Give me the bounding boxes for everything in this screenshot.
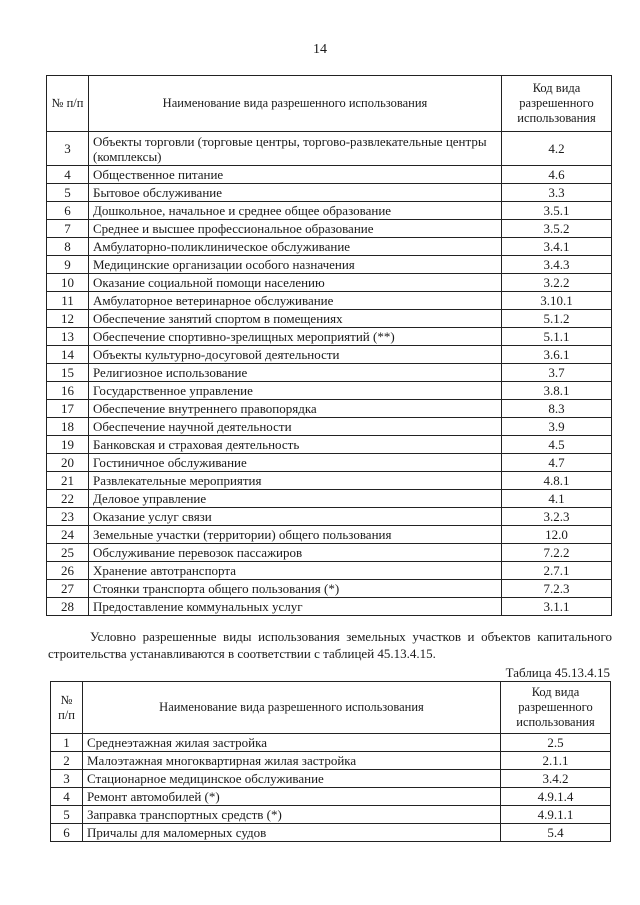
table-row [47,418,612,436]
row-num: 22 [47,490,89,508]
row-code: 4.6 [502,166,612,184]
row-name: Медицинские организации особого назначения [89,256,502,274]
row-code: 5.1.1 [502,328,612,346]
row-name: Причалы для маломерных судов [83,824,501,842]
row-code: 3.2.2 [502,274,612,292]
page-number: 14 [313,42,327,57]
row-name: Ремонт автомобилей (*) [83,788,501,806]
row-code: 3.4.3 [502,256,612,274]
row-name: Предоставление коммунальных услуг [89,598,502,616]
row-num: 28 [47,598,89,616]
row-name: Амбулаторно-поликлиническое обслуживание [89,238,502,256]
row-num: 10 [47,274,89,292]
row-name: Деловое управление [89,490,502,508]
table-row [47,274,612,292]
permitted-use-table-body [47,132,612,616]
row-num: 26 [47,562,89,580]
row-name: Государственное управление [89,382,502,400]
row-num: 16 [47,382,89,400]
table-row [47,166,612,184]
table-row [47,310,612,328]
row-num: 2 [51,752,83,770]
row-name: Оказание услуг связи [89,508,502,526]
table-row [51,752,611,770]
table-row [47,220,612,238]
row-name: Амбулаторное ветеринарное обслуживание [89,292,502,310]
table-row [47,364,612,382]
row-name: Обеспечение занятий спортом в помещениях [89,310,502,328]
row-name: Гостиничное обслуживание [89,454,502,472]
row-num: 17 [47,400,89,418]
row-code: 2.1.1 [501,752,611,770]
row-num: 13 [47,328,89,346]
row-num: 20 [47,454,89,472]
row-num: 5 [47,184,89,202]
row-num: 6 [51,824,83,842]
row-num: 19 [47,436,89,454]
row-code: 3.9 [502,418,612,436]
row-code: 12.0 [502,526,612,544]
conditional-use-table-body [51,734,611,842]
header-name: Наименование вида разрешенного использования [89,76,502,132]
table-row [51,734,611,752]
header-code: Код вида разрешенного использования [502,76,612,132]
row-name: Среднее и высшее профессиональное образование [89,220,502,238]
row-num: 25 [47,544,89,562]
row-code: 5.1.2 [502,310,612,328]
header-name: Наименование вида разрешенного использования [83,682,501,734]
table-row [47,132,612,166]
table-row [47,436,612,454]
conditional-use-table [50,681,611,842]
header-code: Код вида разрешенного использования [501,682,611,734]
row-code: 4.5 [502,436,612,454]
row-name: Стационарное медицинское обслуживание [83,770,501,788]
row-name: Общественное питание [89,166,502,184]
row-num: 21 [47,472,89,490]
row-name: Малоэтажная многоквартирная жилая застройка [83,752,501,770]
row-code: 3.7 [502,364,612,382]
table-row [47,454,612,472]
table-row [47,508,612,526]
row-name: Хранение автотранспорта [89,562,502,580]
header-num: № п/п [51,682,83,734]
row-code: 3.8.1 [502,382,612,400]
row-name: Обеспечение научной деятельности [89,418,502,436]
row-num: 24 [47,526,89,544]
row-name: Обслуживание перевозок пассажиров [89,544,502,562]
row-code: 7.2.3 [502,580,612,598]
row-code: 3.4.2 [501,770,611,788]
row-num: 8 [47,238,89,256]
row-name: Обеспечение спортивно-зрелищных мероприятий (**) [89,328,502,346]
table-row [47,544,612,562]
table-row [47,238,612,256]
header-num: № п/п [47,76,89,132]
table-row [51,824,611,842]
row-name: Земельные участки (территории) общего пользования [89,526,502,544]
table-row [47,184,612,202]
row-name: Развлекательные мероприятия [89,472,502,490]
table-row [47,328,612,346]
table-row [47,292,612,310]
row-name: Дошкольное, начальное и среднее общее образование [89,202,502,220]
row-num: 18 [47,418,89,436]
row-num: 14 [47,346,89,364]
row-name: Банковская и страховая деятельность [89,436,502,454]
table-row [47,382,612,400]
row-num: 9 [47,256,89,274]
row-name: Оказание социальной помощи населению [89,274,502,292]
table-caption: Таблица 45.13.4.15 [505,665,610,680]
row-num: 27 [47,580,89,598]
table-row [51,770,611,788]
table-row [47,400,612,418]
permitted-use-table [46,75,612,616]
row-name: Среднеэтажная жилая застройка [83,734,501,752]
row-code: 4.9.1.1 [501,806,611,824]
row-code: 2.5 [501,734,611,752]
row-num: 4 [51,788,83,806]
row-code: 4.1 [502,490,612,508]
row-code: 3.5.1 [502,202,612,220]
row-name: Религиозное использование [89,364,502,382]
row-code: 3.4.1 [502,238,612,256]
row-code: 8.3 [502,400,612,418]
row-num: 3 [47,132,89,166]
table-row [47,346,612,364]
row-num: 11 [47,292,89,310]
row-name: Объекты торговли (торговые центры, торгово-развлекательные центры (комплексы) [89,132,502,166]
row-code: 2.7.1 [502,562,612,580]
row-name: Объекты культурно-досуговой деятельности [89,346,502,364]
row-code: 4.7 [502,454,612,472]
row-code: 4.2 [502,132,612,166]
row-name: Обеспечение внутреннего правопорядка [89,400,502,418]
row-num: 6 [47,202,89,220]
row-code: 3.3 [502,184,612,202]
row-name: Стоянки транспорта общего пользования (*) [89,580,502,598]
row-code: 4.8.1 [502,472,612,490]
table-row [47,202,612,220]
row-code: 5.4 [501,824,611,842]
table-row [47,256,612,274]
row-code: 7.2.2 [502,544,612,562]
row-code: 3.5.2 [502,220,612,238]
table-row [47,490,612,508]
row-code: 3.10.1 [502,292,612,310]
row-num: 4 [47,166,89,184]
row-num: 7 [47,220,89,238]
row-code: 4.9.1.4 [501,788,611,806]
table-row [47,598,612,616]
table-row [47,472,612,490]
row-num: 3 [51,770,83,788]
row-num: 5 [51,806,83,824]
row-name: Заправка транспортных средств (*) [83,806,501,824]
table-row [47,580,612,598]
table-row [51,788,611,806]
row-code: 3.1.1 [502,598,612,616]
conditional-use-paragraph: Условно разрешенные виды использования земельных участков и объектов капитального строительства устанавливаются в соответствии с таблицей 45.13.4.15. [48,629,612,661]
row-num: 1 [51,734,83,752]
row-num: 23 [47,508,89,526]
row-code: 3.6.1 [502,346,612,364]
table-row [51,806,611,824]
row-name: Бытовое обслуживание [89,184,502,202]
row-num: 15 [47,364,89,382]
table-row [47,562,612,580]
table-row [47,526,612,544]
row-code: 3.2.3 [502,508,612,526]
row-num: 12 [47,310,89,328]
